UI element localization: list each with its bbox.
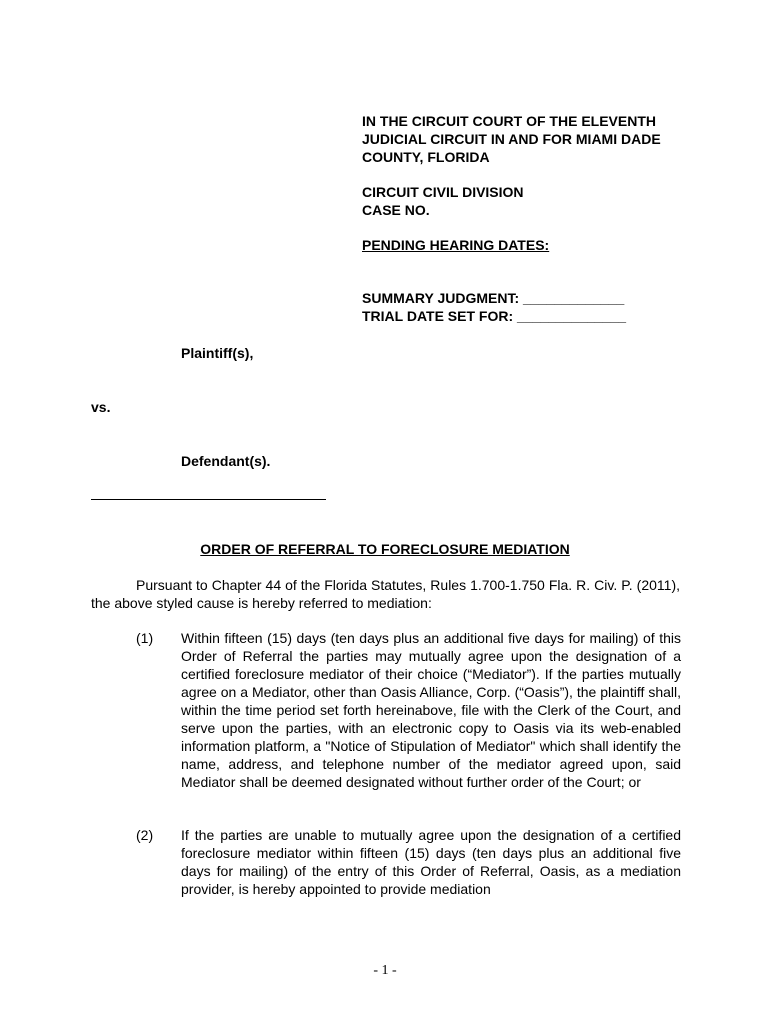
plaintiff-label: Plaintiff(s), (181, 345, 254, 361)
item-text: Within fifteen (15) days (ten days plus an additional five days for mailing) of this Order of Referral the parties may mutually agree upon the designation of a certified foreclosure mediator of their choice (“Mediator”). If the parties mutually agree on a Mediator, other than Oasis Alliance, Corp. (“Oasis”), the plaintiff shall, within the time period set forth hereinabove, file with the Clerk of the Court, and serve upon the parties, with an electronic copy to Oasis via its web-enabled information platform, a "Notice of Stipulation of Mediator" which shall identify the name, address, and telephone number of the mediator agreed upon, said Mediator shall be deemed designated without further order of the Court; or (181, 630, 681, 790)
caption-divider (91, 499, 326, 500)
item-number: (1) (136, 630, 154, 646)
versus-label: vs. (91, 399, 111, 415)
court-header (362, 112, 702, 325)
pending-hearing-heading: PENDING HEARING DATES: (362, 237, 550, 253)
order-intro-paragraph: Pursuant to Chapter 44 of the Florida Statutes, Rules 1.700-1.750 Fla. R. Civ. P. (2011), the above styled cause is hereby referred to mediation: (91, 577, 680, 611)
item-text: If the parties are unable to mutually agree upon the designation of a certified foreclosure mediator within fifteen (15) days (ten days plus an additional five days for mailing) of the entry of this Order of Referral, Oasis, as a mediation provider, is hereby appointed to provide mediation (181, 827, 681, 897)
order-title: ORDER OF REFERRAL TO FORECLOSURE MEDIATION (200, 541, 570, 557)
division-label: CIRCUIT CIVIL DIVISION (362, 184, 524, 200)
defendant-label: Defendant(s). (181, 453, 271, 469)
trial-date-line: TRIAL DATE SET FOR: ______________ (362, 308, 627, 324)
case-number-label: CASE NO. (362, 202, 430, 218)
court-name-line-1: IN THE CIRCUIT COURT OF THE ELEVENTH (362, 113, 656, 129)
item-number: (2) (136, 827, 154, 843)
court-name-line-2: JUDICIAL CIRCUIT IN AND FOR MIAMI DADE (362, 131, 661, 147)
page-number: - 1 - (373, 963, 397, 978)
court-name-line-3: COUNTY, FLORIDA (362, 149, 490, 165)
summary-judgment-line: SUMMARY JUDGMENT: _____________ (362, 290, 625, 306)
